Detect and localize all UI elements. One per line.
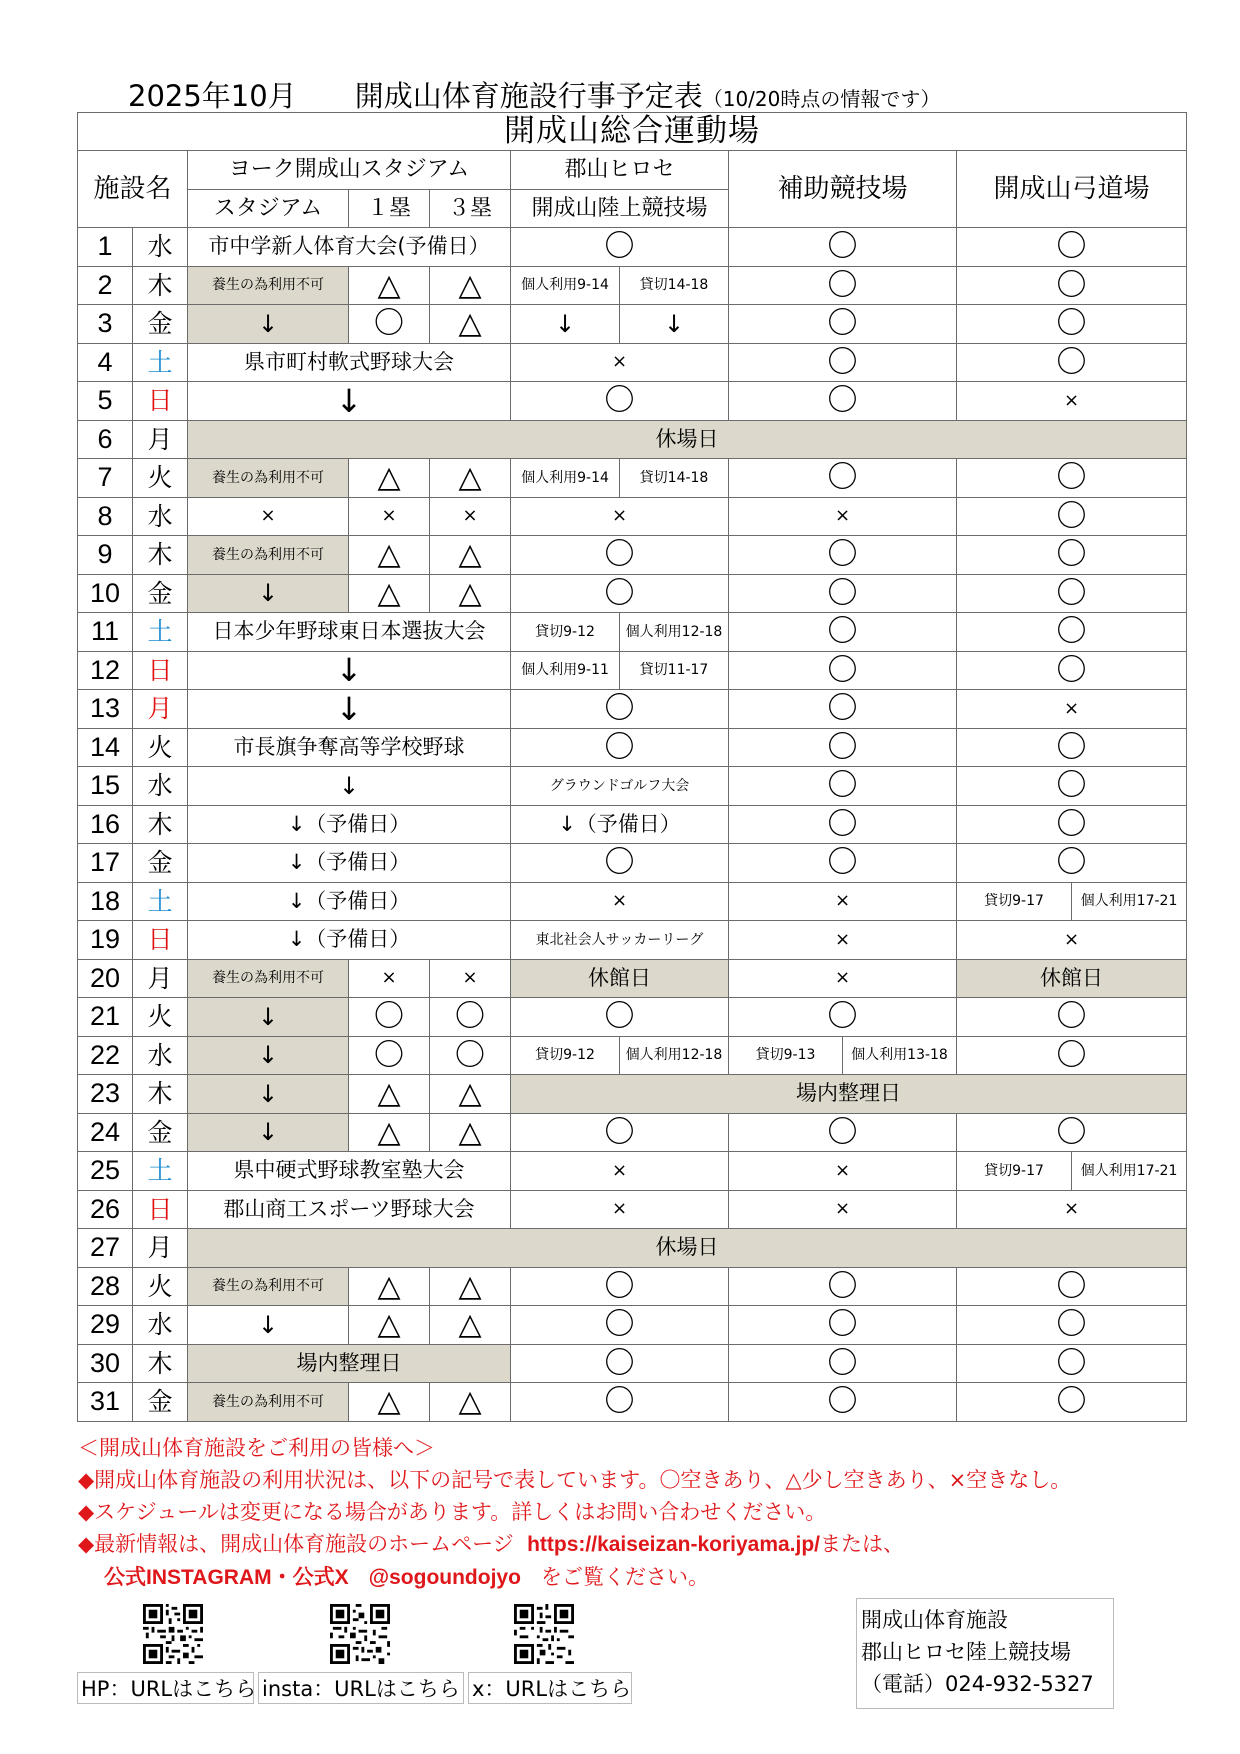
status-cell: △ [349,536,430,575]
weekday: 日 [133,382,188,421]
social-handle-link[interactable]: @sogoundojyo [368,1566,521,1589]
day-number: 6 [78,420,133,459]
table-row [78,1113,1187,1152]
weekday: 水 [133,1306,188,1345]
status-cell: 〇 [729,228,957,267]
x-url-link[interactable]: x：URLはこちら [468,1672,632,1704]
day-number: 13 [78,690,133,729]
status-cell: × [430,959,511,998]
day-number: 5 [78,382,133,421]
status-cell: 〇 [511,536,729,575]
table-row [78,1190,1187,1229]
status-cell: ↓ [188,767,511,806]
status-cell: 〇 [729,1306,957,1345]
status-cell: 〇 [729,1267,957,1306]
status-cell: 〇 [729,651,957,690]
day-number: 17 [78,844,133,883]
status-cell: ↓ [188,1306,349,1345]
status-cell: 〇 [957,536,1187,575]
status-cell: ↓（予備日） [511,805,729,844]
status-cell: 〇 [957,998,1187,1037]
table-row [78,1306,1187,1345]
weekday: 土 [133,1152,188,1191]
table-row [78,651,1187,690]
weekday: 日 [133,1190,188,1229]
event-cell: 日本少年野球東日本選抜大会 [188,613,511,652]
status-cell: 個人利用9-11 [511,651,620,690]
status-cell: △ [430,536,511,575]
status-cell: △ [349,1075,430,1114]
status-cell: 養生の為利用不可 [188,459,349,498]
status-cell: 養生の為利用不可 [188,1267,349,1306]
status-cell: × [511,343,729,382]
status-cell: ↓ [188,1075,349,1114]
day-number: 31 [78,1383,133,1422]
event-cell: 東北社会人サッカーリーグ [511,921,729,960]
weekday: 木 [133,266,188,305]
status-cell: 〇 [957,1383,1187,1422]
day-number: 11 [78,613,133,652]
status-cell: × [349,497,430,536]
x-qr-code-icon[interactable] [514,1604,574,1664]
weekday: 金 [133,574,188,613]
weekday: 金 [133,844,188,883]
status-cell: ↓ [188,1113,349,1152]
status-cell: ↓（予備日） [188,921,511,960]
title-note: （10/20時点の情報です） [702,87,941,111]
status-cell: 個人利用17-21 [1072,882,1187,921]
table-row [78,690,1187,729]
table-row [78,459,1187,498]
status-cell: 〇 [957,1113,1187,1152]
table-row [78,728,1187,767]
status-cell: ↓ [188,690,511,729]
table-row [78,420,1187,459]
table-row [78,382,1187,421]
status-cell: 養生の為利用不可 [188,959,349,998]
status-cell: 〇 [957,343,1187,382]
status-cell: 〇 [430,1036,511,1075]
status-cell: △ [349,1306,430,1345]
status-cell: △ [430,1306,511,1345]
status-cell: △ [430,305,511,344]
notes-line-1: ◆開成山体育施設の利用状況は、以下の記号で表しています。〇空きあり、△少し空きあり、×空きなし。 [78,1468,1072,1492]
contact-box [856,1598,1114,1709]
header-hirose-top: 郡山ヒロセ [511,151,729,190]
status-cell: ↓（予備日） [188,844,511,883]
notes-line-3 [78,1528,1208,1561]
status-cell: 〇 [729,305,957,344]
status-cell: × [188,497,349,536]
status-cell: 〇 [957,574,1187,613]
status-cell: 貸切14-18 [620,266,729,305]
status-cell: 〇 [729,1113,957,1152]
status-cell: 〇 [729,998,957,1037]
status-cell: 個人利用12-18 [620,613,729,652]
day-number: 27 [78,1229,133,1268]
status-cell: 〇 [957,1267,1187,1306]
status-cell: △ [349,574,430,613]
status-cell: 〇 [957,767,1187,806]
status-cell: × [729,1152,957,1191]
day-number: 15 [78,767,133,806]
table-row [78,1075,1187,1114]
status-cell: 〇 [511,690,729,729]
status-cell: 〇 [729,382,957,421]
status-cell: × [511,1152,729,1191]
table-row [78,574,1187,613]
status-cell: 〇 [511,728,729,767]
status-cell: 〇 [957,497,1187,536]
status-cell: ↓ [188,382,511,421]
notes-line-2: ◆スケジュールは変更になる場合があります。詳しくはお問い合わせください。 [78,1500,827,1524]
status-cell: 〇 [957,305,1187,344]
status-cell: × [729,921,957,960]
weekday: 土 [133,343,188,382]
status-cell: 〇 [729,343,957,382]
weekday: 火 [133,459,188,498]
status-cell: × [511,497,729,536]
weekday: 土 [133,882,188,921]
closed-hall-cell: 休館日 [511,959,729,998]
table-row [78,1344,1187,1383]
weekday: 水 [133,767,188,806]
status-cell: 〇 [729,1383,957,1422]
notes-line-4 [78,1561,1208,1594]
weekday: 金 [133,1383,188,1422]
homepage-link[interactable]: https://kaiseizan-koriyama.jp/ [527,1533,821,1556]
status-cell: 〇 [729,459,957,498]
status-cell: × [511,882,729,921]
status-cell: 〇 [729,536,957,575]
day-number: 20 [78,959,133,998]
schedule-table [77,112,1187,1422]
day-number: 18 [78,882,133,921]
status-cell: 〇 [957,1306,1187,1345]
table-row [78,1383,1187,1422]
weekday: 金 [133,305,188,344]
notes-line-3-text: ◆最新情報は、開成山体育施設のホームページ [78,1532,514,1556]
status-cell: 〇 [957,459,1187,498]
instagram-url-link[interactable]: insta：URLはこちら [258,1672,464,1704]
table-row [78,1152,1187,1191]
weekday: 月 [133,959,188,998]
status-cell: 〇 [729,767,957,806]
status-cell: 〇 [349,1036,430,1075]
status-cell: 〇 [511,998,729,1037]
status-cell: △ [349,1113,430,1152]
status-cell: 養生の為利用不可 [188,536,349,575]
status-cell: × [729,497,957,536]
day-number: 14 [78,728,133,767]
event-cell: 県市町村軟式野球大会 [188,343,511,382]
weekday: 木 [133,1344,188,1383]
status-cell: 〇 [511,1344,729,1383]
status-cell: ↓ [188,651,511,690]
status-cell: 〇 [511,1383,729,1422]
day-number: 4 [78,343,133,382]
table-row [78,844,1187,883]
day-number: 16 [78,805,133,844]
day-number: 2 [78,266,133,305]
status-cell: △ [430,459,511,498]
status-cell: 個人利用12-18 [620,1036,729,1075]
weekday: 金 [133,1113,188,1152]
weekday: 水 [133,497,188,536]
status-cell: 〇 [511,574,729,613]
day-number: 25 [78,1152,133,1191]
table-row [78,228,1187,267]
status-cell: 個人利用9-14 [511,459,620,498]
table-row [78,1036,1187,1075]
day-number: 7 [78,459,133,498]
status-cell: △ [349,459,430,498]
status-cell: △ [430,1267,511,1306]
status-cell: 〇 [957,228,1187,267]
header-base1: １塁 [349,190,430,228]
status-cell: ↓ [188,998,349,1037]
status-cell: 〇 [430,998,511,1037]
status-cell: × [957,382,1187,421]
event-cell: 市長旗争奪高等学校野球 [188,728,511,767]
notes-line-3-tail: または、 [820,1532,905,1556]
contact-stadium: 郡山ヒロセ陸上競技場 [861,1640,1071,1664]
status-cell: △ [430,574,511,613]
weekday: 木 [133,536,188,575]
hp-qr-code-icon[interactable] [143,1604,203,1664]
weekday: 火 [133,728,188,767]
title-main: 開成山体育施設行事予定表 [354,79,703,113]
status-cell: 〇 [729,805,957,844]
status-cell: 貸切14-18 [620,459,729,498]
table-row [78,1229,1187,1268]
status-cell: 個人利用13-18 [843,1036,957,1075]
status-cell: 貸切11-17 [620,651,729,690]
status-cell: 〇 [349,305,430,344]
closed-day-cell: 休場日 [188,1229,1187,1268]
weekday: 水 [133,228,188,267]
status-cell: △ [430,1075,511,1114]
status-cell: 〇 [957,728,1187,767]
weekday: 火 [133,998,188,1037]
status-cell: △ [430,266,511,305]
status-cell: 〇 [957,1036,1187,1075]
status-cell: ↓ [188,305,349,344]
page-title [128,74,1128,114]
table-row [78,266,1187,305]
weekday: 水 [133,1036,188,1075]
instagram-qr-code-icon[interactable] [330,1604,390,1664]
weekday: 木 [133,805,188,844]
day-number: 3 [78,305,133,344]
event-cell: グラウンドゴルフ大会 [511,767,729,806]
day-number: 24 [78,1113,133,1152]
status-cell: 〇 [957,266,1187,305]
status-cell: 〇 [729,1344,957,1383]
table-row [78,998,1187,1037]
status-cell: 〇 [729,574,957,613]
notes-line-4-tail: をご覧ください。 [540,1565,709,1589]
status-cell: × [430,497,511,536]
status-cell: 養生の為利用不可 [188,1383,349,1422]
status-cell: 貸切9-13 [729,1036,843,1075]
day-number: 10 [78,574,133,613]
table-row [78,343,1187,382]
closed-hall-cell: 休館日 [957,959,1187,998]
weekday: 火 [133,1267,188,1306]
status-cell: × [729,959,957,998]
day-number: 28 [78,1267,133,1306]
day-number: 1 [78,228,133,267]
status-cell: 貸切9-17 [957,882,1072,921]
table-row [78,767,1187,806]
status-cell: 〇 [957,1344,1187,1383]
weekday: 日 [133,921,188,960]
status-cell: 〇 [729,266,957,305]
status-cell: × [957,1190,1187,1229]
day-number: 9 [78,536,133,575]
status-cell: × [957,690,1187,729]
status-cell: △ [430,1113,511,1152]
status-cell: 〇 [349,998,430,1037]
table-row [78,305,1187,344]
status-cell: 〇 [511,1267,729,1306]
status-cell: 貸切9-12 [511,613,620,652]
weekday: 月 [133,690,188,729]
day-number: 22 [78,1036,133,1075]
day-number: 23 [78,1075,133,1114]
status-cell: 〇 [957,805,1187,844]
status-cell: △ [349,1267,430,1306]
table-row [78,959,1187,998]
status-cell: 個人利用9-14 [511,266,620,305]
status-cell: ↓ [511,305,620,344]
maintenance-cell: 場内整理日 [511,1075,1187,1114]
weekday: 日 [133,651,188,690]
weekday: 木 [133,1075,188,1114]
table-row [78,921,1187,960]
status-cell: × [957,921,1187,960]
status-cell: 貸切9-12 [511,1036,620,1075]
notes-section [78,1432,1208,1594]
status-cell: 〇 [957,844,1187,883]
status-cell: 〇 [511,1113,729,1152]
day-number: 12 [78,651,133,690]
notes-line-4-text: 公式INSTAGRAM・公式X [104,1566,349,1589]
table-row [78,536,1187,575]
status-cell: ↓ [620,305,729,344]
event-cell: 郡山商工スポーツ野球大会 [188,1190,511,1229]
status-cell: 〇 [957,613,1187,652]
status-cell: 〇 [511,228,729,267]
day-number: 8 [78,497,133,536]
header-hirose-bottom: 開成山陸上競技場 [511,190,729,228]
closed-day-cell: 休場日 [188,420,1187,459]
day-number: 26 [78,1190,133,1229]
header-kyudo: 開成山弓道場 [957,151,1187,228]
header-york: ヨーク開成山スタジアム [188,151,511,190]
status-cell: × [729,882,957,921]
event-cell: 市中学新人体育大会(予備日） [188,228,511,267]
status-cell: 〇 [511,1306,729,1345]
status-cell: ↓ [188,574,349,613]
hp-url-link[interactable]: HP：URLはこちら [77,1672,254,1704]
weekday: 月 [133,1229,188,1268]
status-cell: × [511,1190,729,1229]
status-cell: × [729,1190,957,1229]
status-cell: × [349,959,430,998]
table-row [78,882,1187,921]
header-facility: 施設名 [78,151,188,228]
contact-facility: 開成山体育施設 [861,1608,1008,1632]
status-cell: 〇 [511,844,729,883]
status-cell: 個人利用17-21 [1072,1152,1187,1191]
status-cell: ↓ [188,1036,349,1075]
weekday: 月 [133,420,188,459]
status-cell: △ [430,1383,511,1422]
notes-heading: ＜開成山体育施設をご利用の皆様へ＞ [78,1436,435,1460]
status-cell: 〇 [729,728,957,767]
table-row [78,805,1187,844]
header-stadium: スタジアム [188,190,349,228]
table-row [78,497,1187,536]
status-cell: 養生の為利用不可 [188,266,349,305]
contact-phone: （電話）024-932-5327 [861,1672,1094,1696]
status-cell: 〇 [729,613,957,652]
table-row [78,1267,1187,1306]
status-cell: 貸切9-17 [957,1152,1072,1191]
status-cell: 〇 [957,651,1187,690]
title-month: 2025年10月 [128,79,297,113]
event-cell: 県中硬式野球教室塾大会 [188,1152,511,1191]
header-sub: 補助競技場 [729,151,957,228]
day-number: 30 [78,1344,133,1383]
status-cell: 〇 [511,382,729,421]
venue-title: 開成山総合運動場 [78,113,1187,151]
status-cell: ↓（予備日） [188,882,511,921]
status-cell: 〇 [729,690,957,729]
status-cell: ↓（予備日） [188,805,511,844]
maintenance-cell: 場内整理日 [188,1344,511,1383]
status-cell: △ [349,266,430,305]
day-number: 29 [78,1306,133,1345]
header-base3: ３塁 [430,190,511,228]
day-number: 19 [78,921,133,960]
table-row [78,613,1187,652]
status-cell: 〇 [729,844,957,883]
weekday: 土 [133,613,188,652]
status-cell: △ [349,1383,430,1422]
day-number: 21 [78,998,133,1037]
